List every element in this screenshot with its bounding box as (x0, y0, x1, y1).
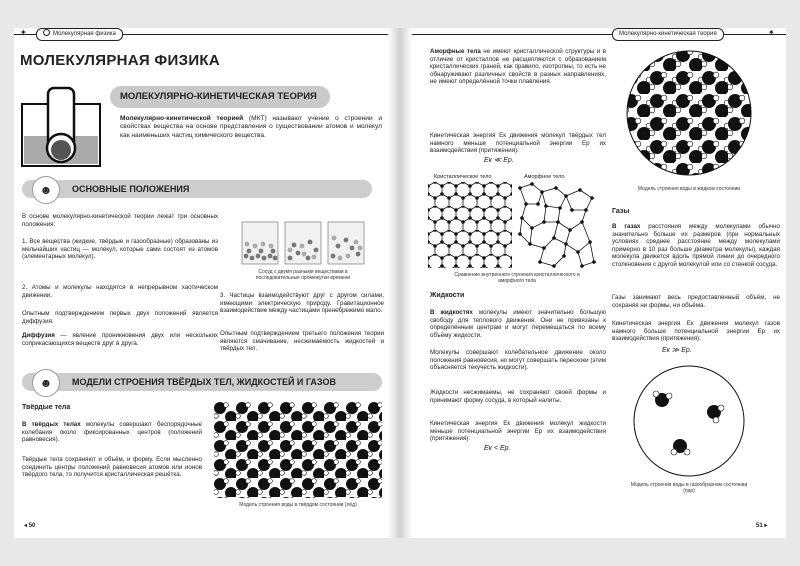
gas-caption: Модель строения воды в газообразном состоянии (пар) (630, 482, 748, 494)
formula-2: Eк < Eр. (484, 445, 511, 452)
page-number: ◂ 50 (24, 523, 36, 529)
diffusion-vessels (238, 220, 368, 266)
crystal-lattice (428, 182, 512, 268)
ice-caption: Модель строения воды в твёрдом состоянии (лёд) (239, 502, 357, 508)
header-pill: Молекулярная физика (36, 28, 123, 41)
liquids-title: Жидкости (430, 292, 465, 299)
point-three: 3. Частицы взаимодействуют друг с другом силами, имеющими электрическую природу. Гравитационное взаимодействие между частицами пренебрежимо мало. (220, 292, 384, 315)
label-amorph: Аморфное тело (524, 174, 565, 180)
gases-text-2: Газы занимают весь предоставленный объём, не сохраняя ни формы, ни объёма. (612, 294, 780, 309)
liquid-caption: Модель строения воды в жидком состоянии (637, 186, 741, 192)
search-icon (43, 29, 50, 36)
ek-text-1: Кинетическая энергия Eк движения молекул твёрдых тел намного меньше потенциальной энергии Eр их взаимодействия (притяжения): (430, 132, 606, 155)
liquid-model (624, 48, 754, 178)
point-one: 1. Все вещества (жидкие, твёрдые и газообразные) образованы из мельчайших частиц — молекул, которые сами состоят из атомов (элементарных молекул). (22, 238, 218, 261)
confirm-three: Опытным подтверждением третьего положения теории являются смачивание, несжимаемость жидкостей и твёрдых тел. (220, 330, 384, 353)
solids-title: Твёрдые тела (22, 404, 71, 411)
header-pill: Молекулярно-кинетическая теория (612, 28, 724, 41)
point-two: 2. Атомы и молекулы находятся в непрерывном хаотическом движении. (22, 284, 218, 299)
ek-text-2: Кинетическая энергия Eк движения молекул жидкости меньше потенциальной энергии Eр их взаимодействия (притяжения): (430, 420, 606, 443)
page-number: 51 ▸ (756, 523, 768, 529)
compare-caption: Сравнение внутреннего строения кристаллического и аморфного тела (454, 272, 580, 284)
confirm-text: Опытным подтверждением первых двух положений является диффузия. (22, 310, 218, 325)
solids-text: В твёрдых телах молекулы совершают беспорядочные колебания около фиксированных центров (положений равновесия). (22, 421, 202, 444)
vessels-caption: Сосуд с двумя разными веществами в последовательные промежутки времени (255, 269, 351, 281)
gases-text: В газах расстояния между молекулами обычно значительно больше их размеров (при нормальных условиях среднее расстояние между молекулами примерно в 10 раз больше диаметра молекулы), каждая молекула движется вдоль прямой линии до очередного столкновения с другой молекулой или со стенкой сосуда. (612, 223, 780, 268)
intro-text: Молекулярно-кинетической теорией (МКТ) называют учение о строении и свойствах вещества на основе представления о существовании атомов и молекул как наименьших частиц химического вещества. (120, 115, 382, 139)
right-page (412, 28, 786, 538)
band-basics: ☻ ОСНОВНЫЕ ПОЛОЖЕНИЯ (22, 180, 372, 198)
page-fold (388, 28, 412, 538)
dots-icon: ✦ (20, 28, 27, 37)
solids-text-2: Твёрдые тела сохраняют и объём, и форму. Если мысленно соединить центры положений равновесия атомов или ионов твёрдого тела, то получится кристаллическая решётка. (22, 456, 202, 479)
header-rule (412, 34, 786, 35)
student-icon: ☻ (32, 369, 60, 397)
formula-1: Eк ≪ Eр. (484, 157, 514, 164)
liquids-text: В жидкостях молекулы имеют значительно большую свободу для теплового движения. Они не привязаны к определённым центрам и могут перемещаться по всему объёму жидкости. (430, 309, 606, 339)
gas-model (632, 364, 746, 478)
liquids-text-2: Молекулы совершают колебательное движение около положения равновесия, но могут совершать перескоки (этим объясняется текучесть жидкости). (430, 349, 606, 372)
diffusion-text: Диффузия — явление проникновения двух или нескольких соприкасающихся веществ друг в друга. (22, 332, 218, 347)
flask-icon (18, 84, 104, 172)
label-crystal: Кристаллическое тело (434, 174, 492, 180)
ek-text-3: Кинетическая энергия Eк движения молекул газов намного больше потенциальной энергии Eр их взаимодействия (притяжения): (612, 320, 780, 343)
dots-icon: ✦ (768, 28, 775, 37)
amorphous-network (516, 182, 600, 268)
ice-model (214, 402, 382, 498)
student-icon: ☻ (32, 176, 60, 204)
chapter-title: МОЛЕКУЛЯРНАЯ ФИЗИКА (20, 52, 220, 69)
band-models: ☻ МОДЕЛИ СТРОЕНИЯ ТВЁРДЫХ ТЕЛ, ЖИДКОСТЕЙ И ГАЗОВ (22, 373, 382, 391)
section-title: МОЛЕКУЛЯРНО-КИНЕТИЧЕСКАЯ ТЕОРИЯ (110, 86, 330, 108)
formula-3: Eк ≫ Eр. (662, 347, 692, 354)
amorph-text: Аморфные тела не имеют кристаллической структуры и в отличие от кристаллов не расщепляются с образованием кристаллических граней, как правило, изотропны, то есть не обнаруживают различных свойств в разных направлениях, не имеют определённой точки плавления. (430, 48, 607, 86)
basis-text: В основе молекулярно-кинетической теории лежат три основных положения: (22, 213, 218, 228)
gases-title: Газы (612, 208, 630, 215)
liquids-text-3: Жидкости несжимаемы, не сохраняют своей формы и принимают форму сосуда, в который налиты. (430, 389, 606, 404)
left-page (14, 28, 388, 538)
